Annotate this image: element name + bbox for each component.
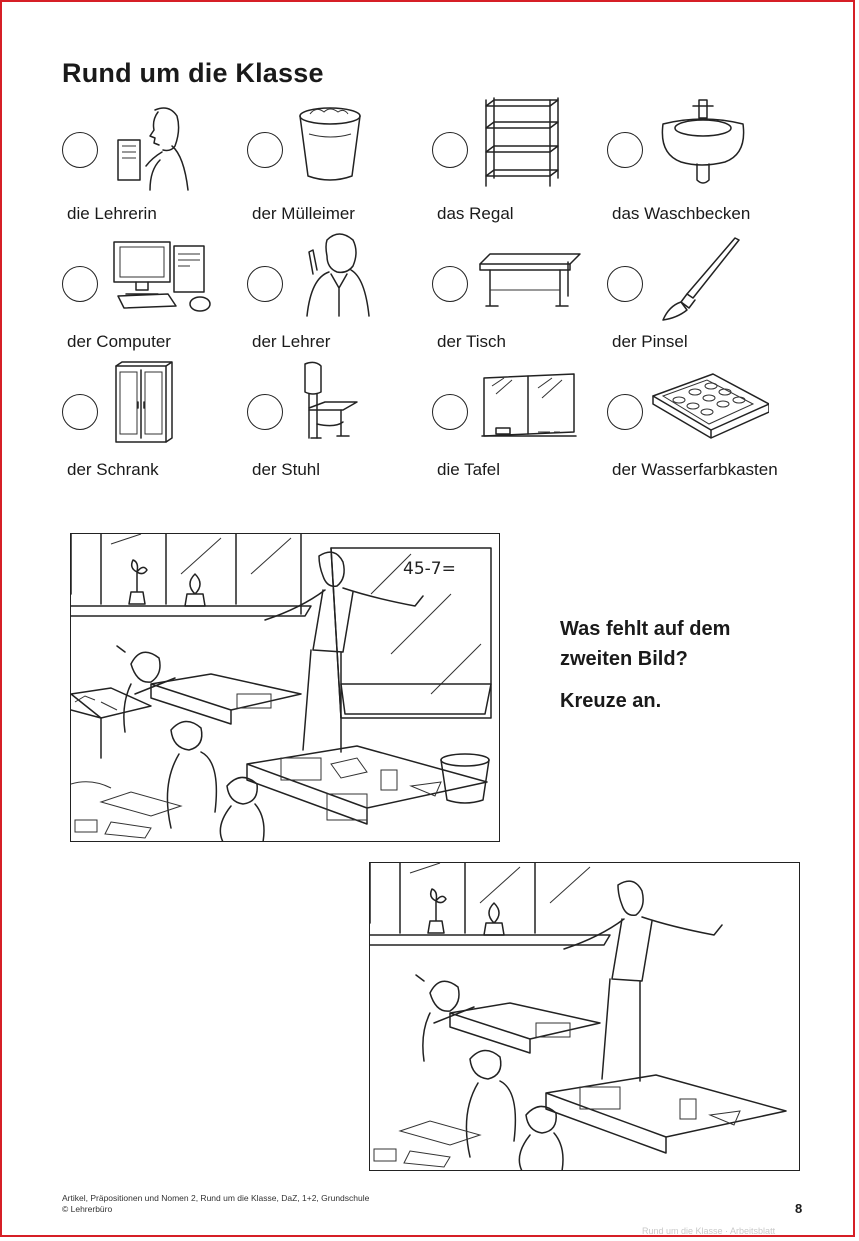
vocab-item-regal [432,102,612,222]
checkbox-circle[interactable] [607,132,643,168]
paintbrush-icon [653,234,743,324]
vocab-item-stuhl [247,358,427,478]
vocab-label: der Lehrer [252,332,331,351]
vocab-label: die Lehrerin [67,204,157,223]
board-math-text: 45-7= [403,559,456,579]
vocab-item-muelleimer [247,102,427,222]
vocab-item-tisch [432,230,612,350]
vocab-label: der Wasserfarbkasten [612,460,778,479]
classroom-illustration-variant [370,863,800,1171]
footer-credits [62,1193,369,1215]
checkbox-circle[interactable] [247,394,283,430]
chair-icon [297,360,377,450]
checkbox-circle[interactable] [432,394,468,430]
task-instruction: Kreuze an. [560,690,662,712]
vocab-label: die Tafel [437,460,501,479]
checkbox-circle[interactable] [607,394,643,430]
classroom-illustration [71,534,500,842]
female-teacher-icon [110,102,190,192]
checkbox-circle[interactable] [62,394,98,430]
footer-line-copyright: © Lehrerbüro [62,1204,113,1214]
vocab-label: der Tisch [437,332,506,351]
computer-icon [108,238,218,318]
watermark-text: Rund um die Klasse · Arbeitsblatt [642,1226,776,1236]
vocab-item-schrank [62,358,242,478]
page-number: 8 [795,1201,803,1216]
vocab-label: der Stuhl [252,460,321,479]
checkbox-circle[interactable] [432,132,468,168]
vocab-item-lehrer [247,230,427,350]
checkbox-circle[interactable] [432,266,468,302]
vocab-item-pinsel [607,230,787,350]
vocab-label: der Computer [67,332,171,351]
classroom-scene-1 [70,533,500,842]
trash-bin-icon [295,104,365,184]
paintbox-icon [649,370,769,448]
page-title: Rund um die Klasse [62,58,324,88]
cupboard-icon [110,360,180,450]
shelf-icon [480,96,560,191]
task-question: Was fehlt auf dem zweiten Bild? [560,618,731,670]
table-icon [476,250,586,320]
vocab-label: das Waschbecken [612,204,751,223]
checkbox-circle[interactable] [62,266,98,302]
vocab-label: der Mülleimer [252,204,355,223]
vocab-item-tafel [432,358,612,478]
male-teacher-icon [293,230,373,325]
vocab-item-lehrerin [62,102,242,222]
vocab-label: das Regal [437,204,514,223]
vocab-label: der Pinsel [612,332,688,351]
checkbox-circle[interactable] [247,266,283,302]
checkbox-circle[interactable] [247,132,283,168]
vocab-item-waschbecken [607,102,787,222]
checkbox-circle[interactable] [62,132,98,168]
vocab-label: der Schrank [67,460,159,479]
vocab-item-computer [62,230,242,350]
sink-icon [657,98,747,188]
blackboard-icon [478,372,578,442]
classroom-scene-2 [369,862,800,1171]
checkbox-circle[interactable] [607,266,643,302]
footer-line-source: Artikel, Präpositionen und Nomen 2, Rund um die Klasse, DaZ, 1+2, Grundschule [62,1193,370,1203]
vocab-item-wasserfarbkasten [607,358,787,478]
